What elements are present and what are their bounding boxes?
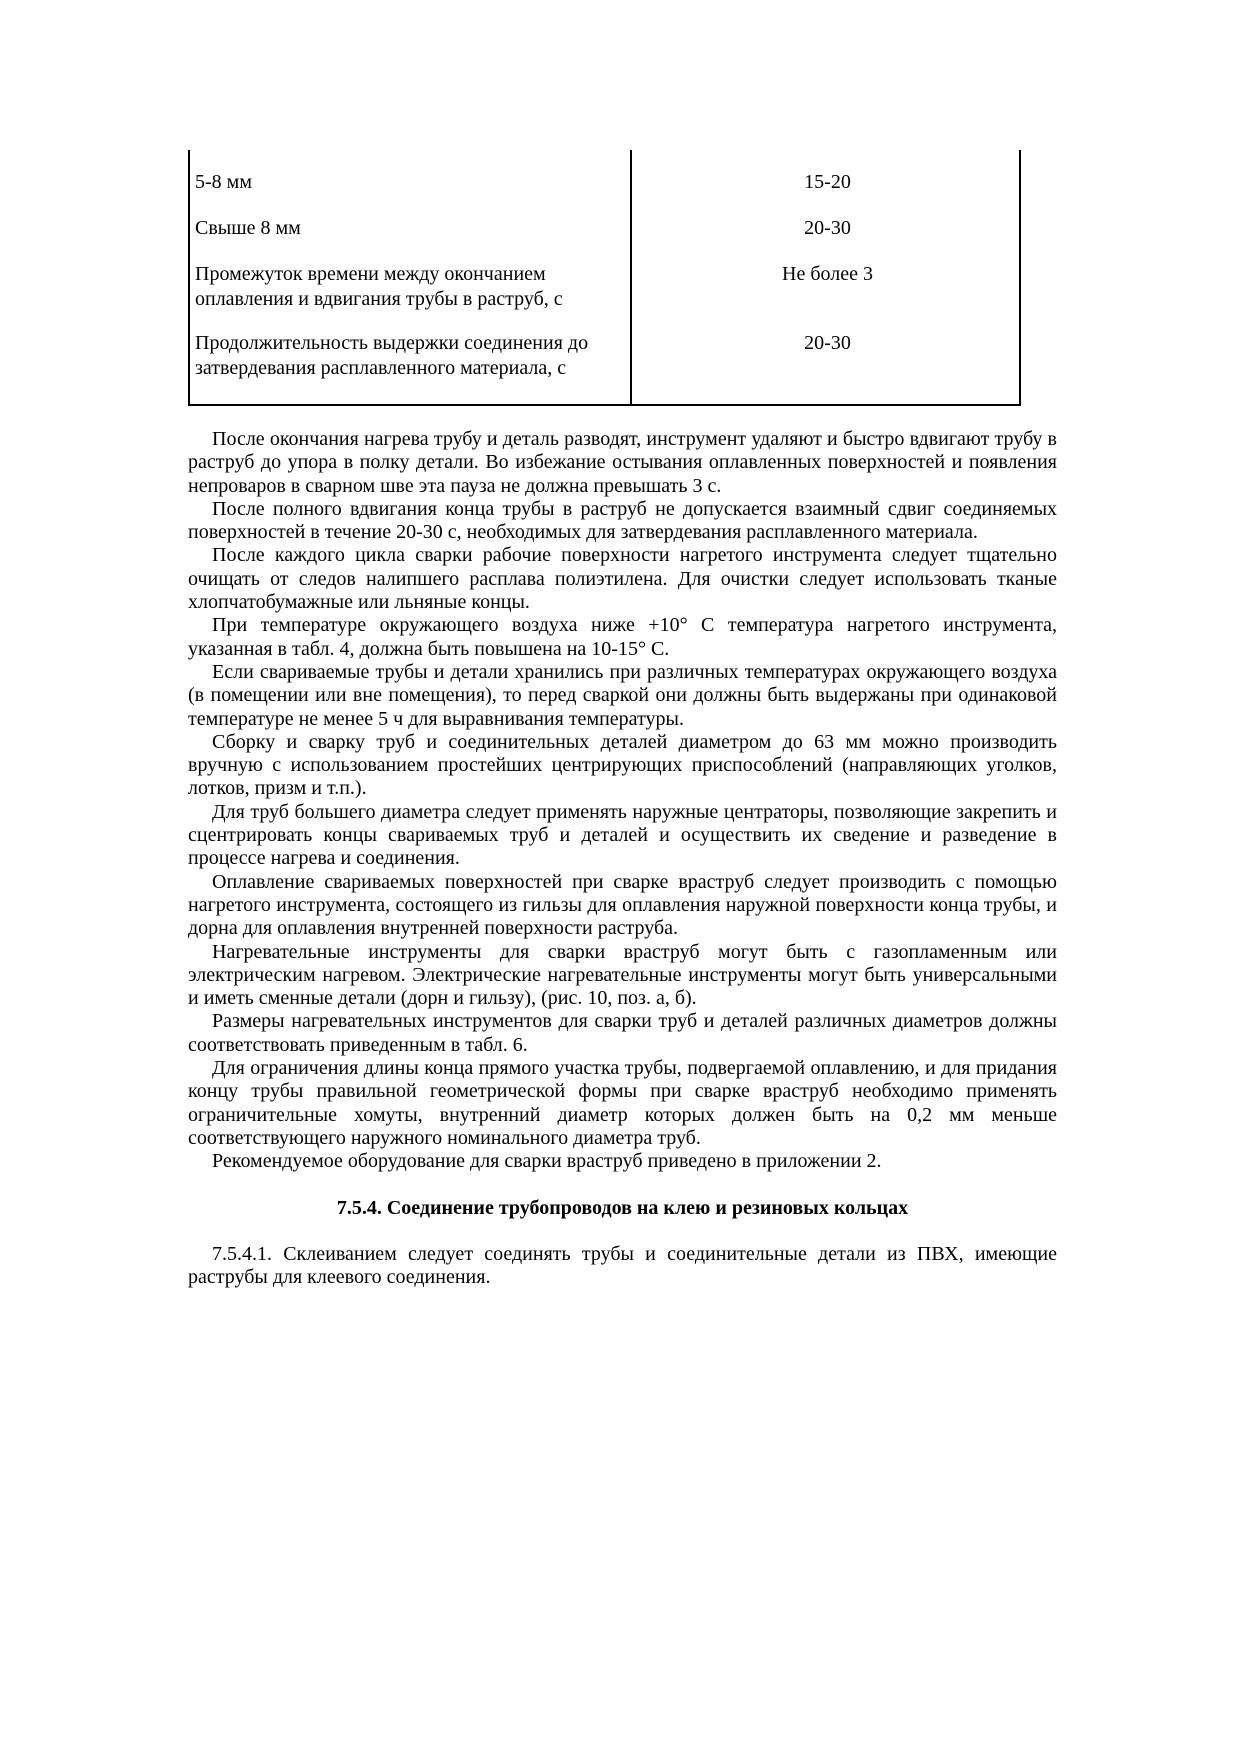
paragraph: Рекомендуемое оборудование для сварки враструб приведено в приложении 2. xyxy=(212,1150,882,1173)
paragraph: После полного вдвигания конца трубы в раструб не допускается взаимный сдвиг соединяемых поверхностей в течение 20-30 с, необходимых для затвердевания расплавленного материала. xyxy=(188,497,1057,544)
table-cell-value: 20-30 xyxy=(804,332,851,354)
body-text xyxy=(188,428,1057,1174)
table-cell-value: 15-20 xyxy=(804,171,851,193)
paragraph: Для труб большего диаметра следует применять наружные центраторы, позволяющие закрепить и сцентрировать концы свариваемых труб и деталей и осуществить их сведение и разведение в процессе нагрева и соединения. xyxy=(188,800,1057,870)
paragraph: Размеры нагревательных инструментов для сварки труб и деталей различных диаметров должны соответствовать приведенным в табл. 6. xyxy=(188,1010,1057,1056)
table-cell-param: Продолжительность выдержки соединения до затвердевания расплавленного материала, с xyxy=(195,332,589,379)
welding-parameters-table xyxy=(188,150,1021,406)
table-cell-value: Не более 3 xyxy=(782,263,873,285)
paragraph: Если свариваемые трубы и детали хранились при различных температурах окружающего воздуха (в помещении или вне помещения), то перед сваркой они должны быть выдержаны при одинаковой температуре не менее 5 ч для выравнивания температуры. xyxy=(188,660,1057,730)
section-body xyxy=(188,1243,1057,1290)
paragraph: Нагревательные инструменты для сварки враструб могут быть с газопламенным или электрическим нагревом. Электрические нагревательные инструменты могут быть универсальными и иметь сменные детали (дорн и гильзу), (рис. 10, поз. а, б). xyxy=(188,940,1057,1010)
paragraph: Оплавление свариваемых поверхностей при сварке враструб следует производить с помощью нагретого инструмента, состоящего из гильзы для оплавления наружной поверхности конца трубы, и дорна для оплавления внутренней поверхности раструба. xyxy=(188,870,1057,940)
paragraph: Сборку и сварку труб и соединительных деталей диаметром до 63 мм можно производить вручную с использованием простейших центрирующих приспособлений (направляющих уголков, лотков, призм и т.п.). xyxy=(188,730,1057,800)
table-cell-value: 20-30 xyxy=(804,217,851,239)
table-cell-param: 5-8 мм xyxy=(195,171,252,193)
section-heading: 7.5.4. Соединение трубопроводов на клею и резиновых кольцах xyxy=(336,1197,909,1219)
table-column-divider xyxy=(630,150,632,404)
paragraph: Для ограничения длины конца прямого участка трубы, подвергаемой оплавлению, и для придания концу трубы правильной геометрической формы при сварке враструб необходимо применять ограничительные хомуты, внутренний диаметр которых должен быть на 0,2 мм меньше соответствующего наружного номинального диаметра труб. xyxy=(188,1057,1057,1149)
paragraph: При температуре окружающего воздуха ниже +10° С температура нагретого инструмента, указанная в табл. 4, должна быть повышена на 10-15° С. xyxy=(188,614,1057,660)
table-cell-param: Промежуток времени между окончанием оплавления и вдвигания трубы в раструб, с xyxy=(195,263,563,310)
paragraph: После каждого цикла сварки рабочие поверхности нагретого инструмента следует тщательно очищать от следов налипшего расплава полиэтилена. Для очистки следует использовать тканые хлопчатобумажные или льняные концы. xyxy=(188,544,1057,614)
paragraph: После окончания нагрева трубу и деталь разводят, инструмент удаляют и быстро вдвигают трубу в раструб до упора в полку детали. Во избежание остывания оплавленных поверхностей и появления непроваров в сварном шве эта пауза не должна превышать 3 с. xyxy=(188,428,1057,497)
table-cell-param: Свыше 8 мм xyxy=(195,217,301,239)
paragraph: 7.5.4.1. Склеиванием следует соединять трубы и соединительные детали из ПВХ, имеющие раструбы для клеевого соединения. xyxy=(188,1243,1057,1289)
